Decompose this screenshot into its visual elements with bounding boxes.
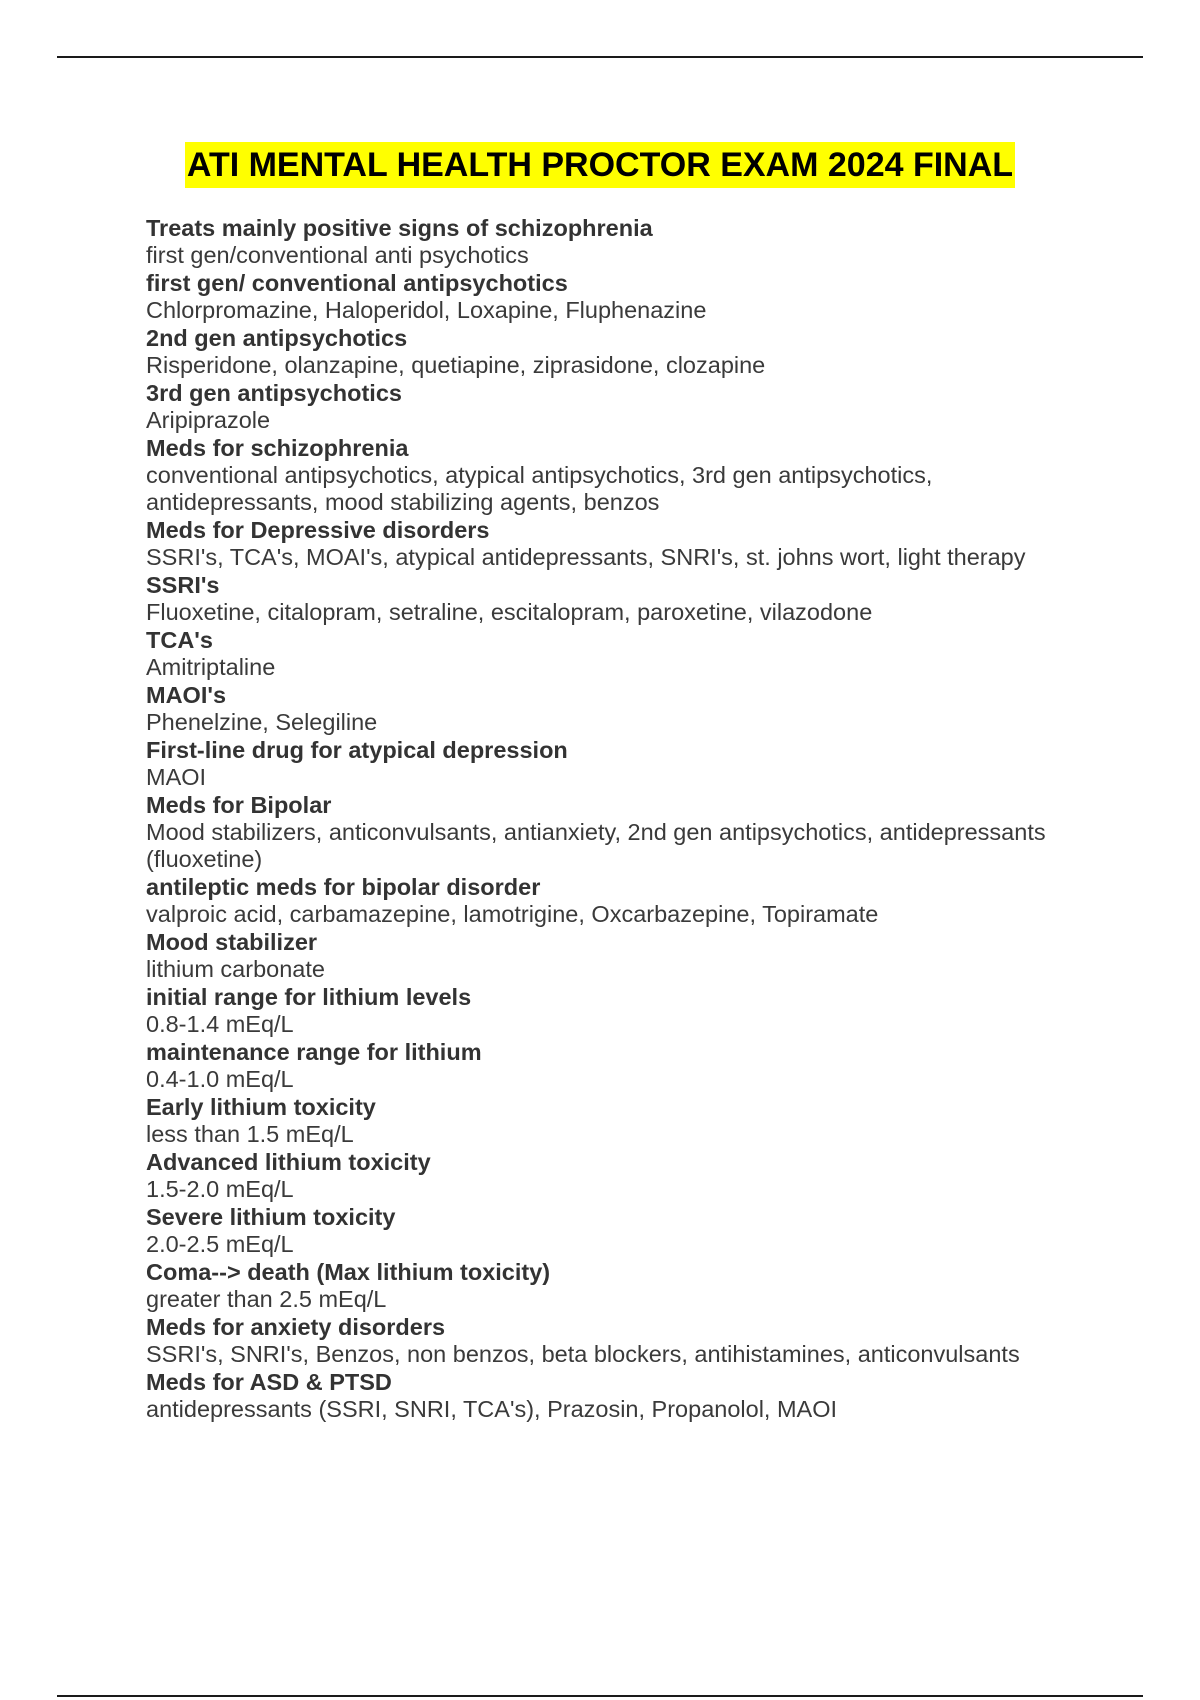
flashcard [146, 1258, 1106, 1313]
flashcard-term: First-line drug for atypical depression [146, 737, 568, 763]
flashcard [146, 269, 1106, 324]
flashcard-definition: conventional antipsychotics, atypical antipsychotics, 3rd gen antipsychotics, antidepressants, mood stabilizing agents, benzos [146, 462, 933, 515]
flashcard [146, 1038, 1106, 1093]
flashcard-definition: lithium carbonate [146, 956, 325, 982]
flashcard-term: Coma--> death (Max lithium toxicity) [146, 1259, 551, 1285]
flashcard-term: TCA's [146, 627, 213, 653]
flashcard-term: MAOI's [146, 682, 227, 708]
flashcard-list [146, 214, 1106, 1423]
flashcard-term: Mood stabilizer [146, 929, 318, 955]
flashcard-definition: Fluoxetine, citalopram, setraline, escitalopram, paroxetine, vilazodone [146, 599, 873, 625]
flashcard-definition: greater than 2.5 mEq/L [146, 1286, 387, 1312]
flashcard [146, 214, 1106, 269]
flashcard [146, 516, 1106, 571]
flashcard-definition: antidepressants (SSRI, SNRI, TCA's), Prazosin, Propanolol, MAOI [146, 1396, 838, 1422]
flashcard-term: antileptic meds for bipolar disorder [146, 874, 541, 900]
flashcard-definition: less than 1.5 mEq/L [146, 1121, 354, 1147]
flashcard-definition: SSRI's, SNRI's, Benzos, non benzos, beta blockers, antihistamines, anticonvulsants [146, 1341, 1020, 1367]
flashcard [146, 324, 1106, 379]
flashcard [146, 626, 1106, 681]
flashcard [146, 791, 1106, 873]
flashcard-definition: MAOI [146, 764, 207, 790]
flashcard-definition: valproic acid, carbamazepine, lamotrigine, Oxcarbazepine, Topiramate [146, 901, 879, 927]
flashcard-definition: first gen/conventional anti psychotics [146, 242, 529, 268]
flashcard-term: maintenance range for lithium [146, 1039, 482, 1065]
flashcard-definition: 2.0-2.5 mEq/L [146, 1231, 294, 1257]
flashcard [146, 379, 1106, 434]
flashcard-definition: 0.8-1.4 mEq/L [146, 1011, 294, 1037]
flashcard [146, 1368, 1106, 1423]
flashcard [146, 1093, 1106, 1148]
flashcard-term: 3rd gen antipsychotics [146, 380, 402, 406]
flashcard-term: 2nd gen antipsychotics [146, 325, 408, 351]
flashcard [146, 681, 1106, 736]
flashcard-term: initial range for lithium levels [146, 984, 472, 1010]
flashcard-term: Advanced lithium toxicity [146, 1149, 431, 1175]
flashcard-term: Early lithium toxicity [146, 1094, 376, 1120]
document-title: ATI MENTAL HEALTH PROCTOR EXAM 2024 FINAL [185, 142, 1015, 188]
flashcard [146, 873, 1106, 928]
flashcard [146, 928, 1106, 983]
flashcard-definition: Amitriptaline [146, 654, 276, 680]
header-divider [57, 56, 1143, 58]
flashcard-definition: Risperidone, olanzapine, quetiapine, ziprasidone, clozapine [146, 352, 766, 378]
flashcard-definition: Aripiprazole [146, 407, 271, 433]
flashcard-definition: SSRI's, TCA's, MOAI's, atypical antidepressants, SNRI's, st. johns wort, light therapy [146, 544, 1026, 570]
flashcard-definition: Chlorpromazine, Haloperidol, Loxapine, Fluphenazine [146, 297, 707, 323]
flashcard [146, 983, 1106, 1038]
flashcard-definition: Mood stabilizers, anticonvulsants, antianxiety, 2nd gen antipsychotics, antidepressants (fluoxetine) [146, 819, 1046, 872]
flashcard [146, 1203, 1106, 1258]
flashcard-term: Meds for schizophrenia [146, 435, 409, 461]
flashcard-term: first gen/ conventional antipsychotics [146, 270, 568, 296]
title-container [0, 142, 1200, 188]
flashcard-definition: 0.4-1.0 mEq/L [146, 1066, 294, 1092]
flashcard [146, 571, 1106, 626]
flashcard-definition: 1.5-2.0 mEq/L [146, 1176, 294, 1202]
flashcard-definition: Phenelzine, Selegiline [146, 709, 378, 735]
flashcard-term: Meds for Bipolar [146, 792, 332, 818]
flashcard [146, 1313, 1106, 1368]
flashcard [146, 434, 1106, 516]
flashcard-term: Meds for Depressive disorders [146, 517, 490, 543]
flashcard-term: Meds for anxiety disorders [146, 1314, 446, 1340]
flashcard-term: Meds for ASD & PTSD [146, 1369, 392, 1395]
flashcard-term: Severe lithium toxicity [146, 1204, 396, 1230]
flashcard [146, 1148, 1106, 1203]
footer-divider [57, 1695, 1143, 1697]
flashcard [146, 736, 1106, 791]
flashcard-term: Treats mainly positive signs of schizophrenia [146, 215, 653, 241]
flashcard-term: SSRI's [146, 572, 220, 598]
